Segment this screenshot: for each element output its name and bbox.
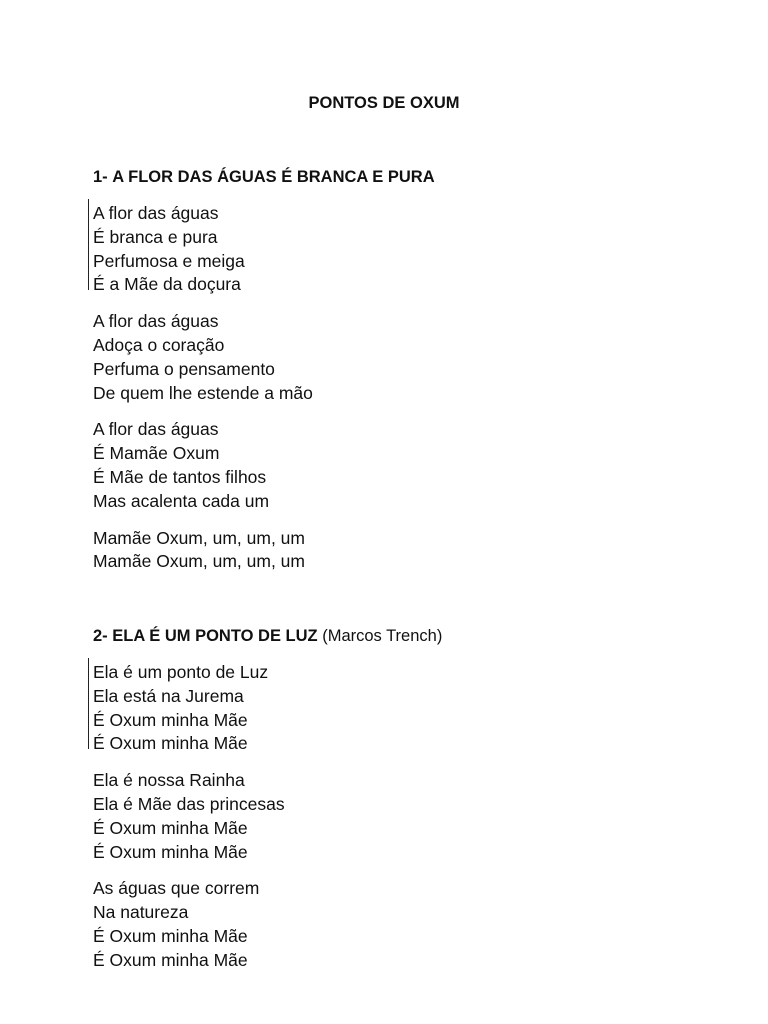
verse-line: Ela é um ponto de Luz [93,662,269,682]
refrain-bar [88,199,89,290]
stanza [93,877,733,972]
verse-line: É Mamãe Oxum [93,443,220,464]
section-title: ELA É UM PONTO DE LUZ [112,627,318,645]
verse-line: As águas que correm [93,878,260,899]
verse-line: É Oxum minha Mãe [93,925,248,946]
song-section-1 [93,167,733,574]
stanza [93,769,733,864]
verse-line: Mamãe Oxum, um, um, um [93,527,305,548]
verse-line: É Oxum minha Mãe [93,817,248,838]
verse-line: É Oxum minha Mãe [93,841,248,862]
verse-line: Adoça o coração [93,334,225,355]
verse-line: É a Mãe da doçura [93,274,241,295]
stanza [93,310,733,405]
section-title: A FLOR DAS ÁGUAS É BRANCA E PURA [112,168,435,186]
verse-line: Ela é Mãe das princesas [93,793,285,814]
verse-line: É Mãe de tantos filhos [93,466,267,487]
stanza [93,661,733,756]
verse-line: É Oxum minha Mãe [93,709,248,730]
page-title: PONTOS DE OXUM [308,94,460,112]
verse-line: Perfumosa e meiga [93,250,245,271]
verse-line: É branca e pura [93,226,218,247]
verse-line: Perfuma o pensamento [93,358,275,379]
verse-line: É Oxum minha Mãe [93,949,248,970]
verse-line: Na natureza [93,902,189,923]
verse-line: É Oxum minha Mãe [93,733,248,754]
stanza [93,418,733,513]
stanza [93,202,733,297]
verse-line: Mas acalenta cada um [93,490,270,511]
stanza [93,527,733,575]
verse-line: Ela está na Jurema [93,685,244,706]
song-section-2 [93,626,733,973]
section-heading [93,626,733,646]
section-credit: (Marcos Trench) [322,627,443,645]
refrain-bar [88,658,89,749]
verse-line: A flor das águas [93,203,219,223]
verse-line: A flor das águas [93,419,219,440]
verse-line: Ela é nossa Rainha [93,770,245,791]
section-number: 2- [93,627,108,645]
section-heading [93,167,733,187]
section-number: 1- [93,168,108,186]
verse-line: De quem lhe estende a mão [93,382,313,403]
verse-line: A flor das águas [93,311,219,332]
verse-line: Mamãe Oxum, um, um, um [93,551,305,572]
